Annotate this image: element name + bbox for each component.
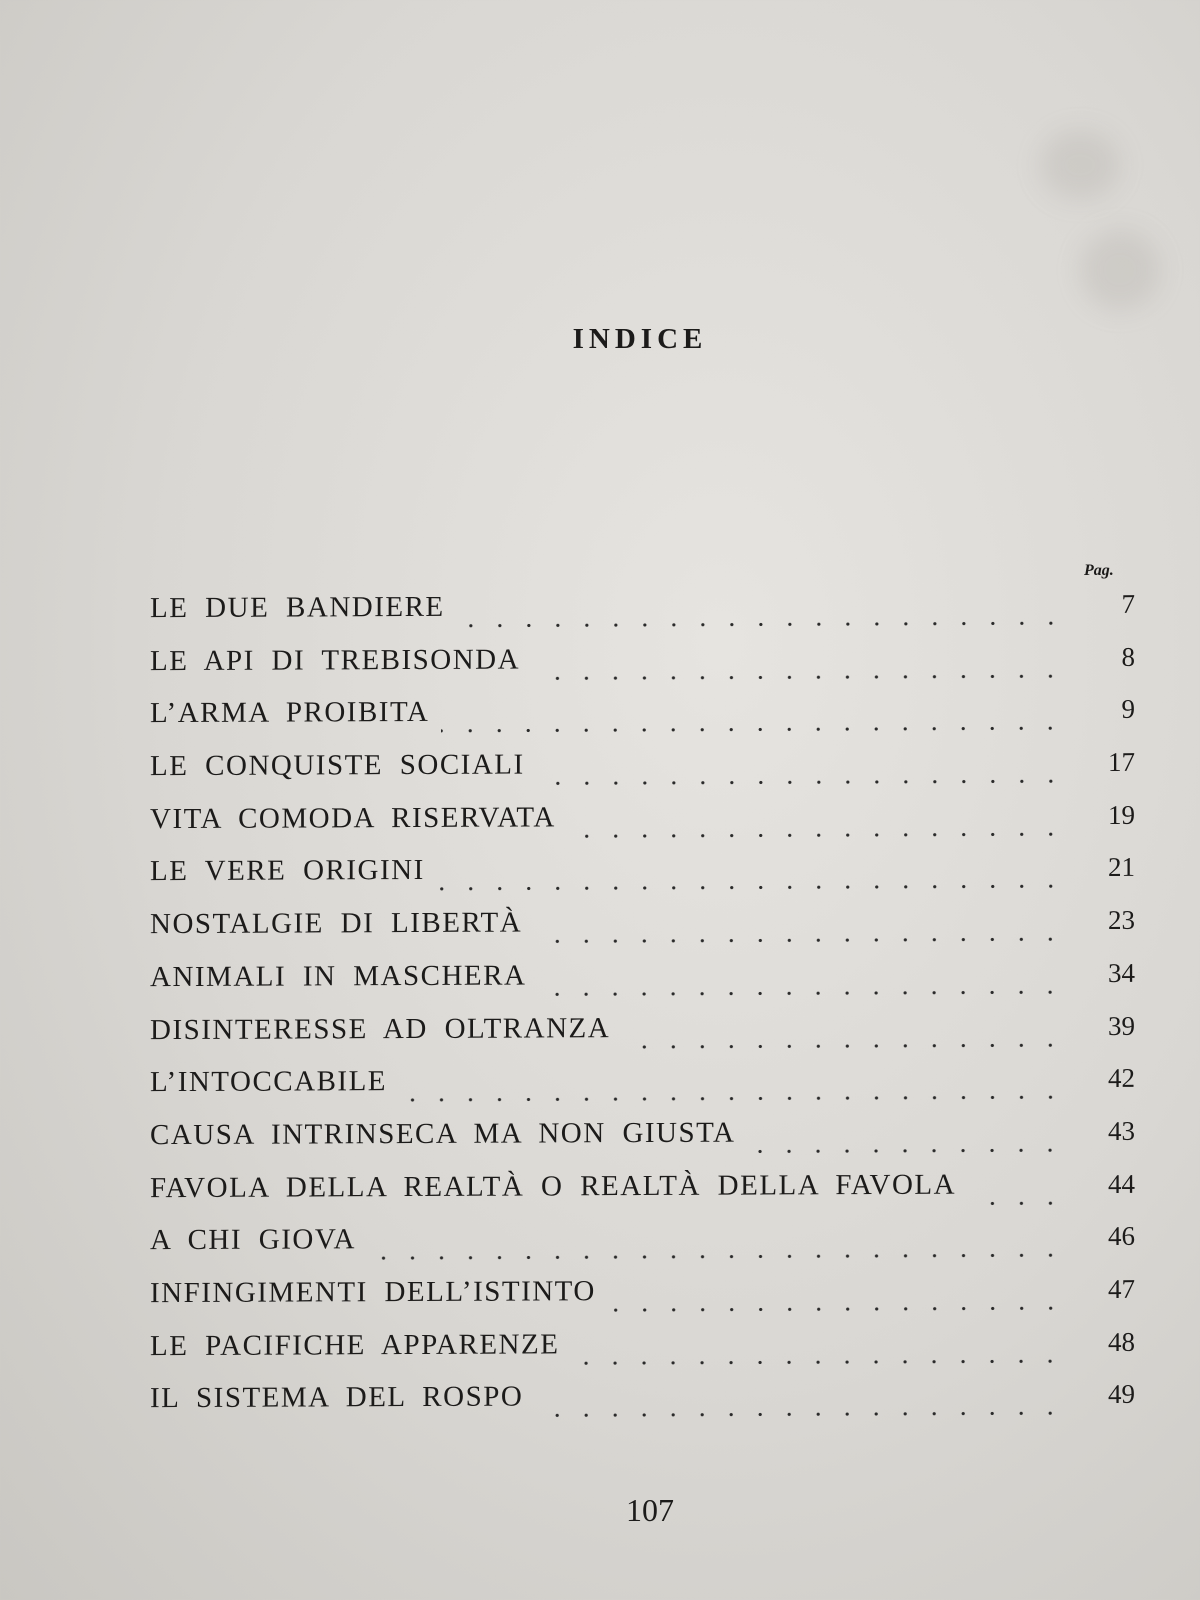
entry-page: 48 — [1108, 1326, 1135, 1357]
dot-leader — [399, 1095, 1065, 1102]
entry-title: IL SISTEMA DEL ROSPO — [150, 1380, 524, 1415]
paper-stain — [1080, 230, 1160, 310]
dot-leader — [571, 1358, 1065, 1364]
page-column-label: Pag. — [1084, 562, 1114, 579]
page-number: 107 — [626, 1492, 674, 1528]
entry-title: INFINGIMENTI DELL’ISTINTO — [150, 1275, 596, 1310]
dot-leader — [747, 1148, 1065, 1153]
toc-entry — [150, 1167, 1135, 1224]
dot-leader — [437, 884, 1065, 891]
dot-leader — [532, 674, 1065, 680]
entry-title: NOSTALGIE DI LIBERTÀ — [150, 906, 523, 941]
toc-entry — [150, 746, 1135, 803]
toc-entry — [150, 641, 1135, 698]
toc-entry — [150, 799, 1135, 856]
entry-page: 47 — [1108, 1273, 1135, 1304]
entry-page: 23 — [1108, 904, 1135, 936]
entry-page: 8 — [1121, 641, 1135, 672]
dot-leader — [457, 621, 1065, 628]
paper-stain — [1040, 130, 1120, 200]
entry-title: L’INTOCCABILE — [150, 1065, 387, 1099]
entry-page: 7 — [1121, 588, 1135, 619]
toc-entry — [150, 1115, 1135, 1172]
entry-title: CAUSA INTRINSECA MA NON GIUSTA — [150, 1116, 736, 1152]
toc-entry — [150, 904, 1135, 961]
toc-entry — [150, 1325, 1135, 1382]
entry-page: 43 — [1108, 1115, 1135, 1146]
dot-leader — [968, 1200, 1065, 1204]
dot-leader — [534, 937, 1065, 943]
dot-leader — [535, 1411, 1065, 1417]
dot-leader — [537, 779, 1065, 785]
entry-page: 34 — [1108, 957, 1135, 988]
entry-page: 39 — [1108, 1010, 1135, 1041]
toc-entry — [150, 588, 1135, 645]
dot-leader — [622, 1042, 1065, 1048]
toc-entry — [150, 1062, 1135, 1119]
entry-title: VITA COMODA RISERVATA — [150, 801, 556, 835]
entry-title: LE PACIFICHE APPARENZE — [150, 1327, 560, 1362]
dot-leader — [608, 1306, 1065, 1312]
page-title: INDICE — [572, 323, 708, 355]
entry-title: LE VERE ORIGINI — [150, 854, 425, 888]
toc-entry — [150, 693, 1135, 750]
entry-title: FAVOLA DELLA REALTÀ O REALTÀ DELLA FAVOLA — [150, 1168, 957, 1204]
entry-title: DISINTERESSE AD OLTRANZA — [150, 1011, 611, 1046]
toc-entry — [150, 1009, 1135, 1066]
entry-page: 49 — [1108, 1379, 1135, 1410]
entry-page: 46 — [1108, 1221, 1135, 1252]
toc-entry — [150, 1378, 1135, 1435]
entry-title: LE CONQUISTE SOCIALI — [150, 748, 525, 783]
toc-entry — [150, 851, 1135, 908]
dot-leader — [368, 1253, 1065, 1260]
dot-leader — [538, 990, 1065, 996]
entry-page: 19 — [1108, 799, 1135, 830]
entry-page: 44 — [1108, 1168, 1135, 1199]
entry-title: A CHI GIOVA — [150, 1223, 356, 1257]
entry-title: LE API DI TREBISONDA — [150, 643, 521, 677]
toc-entry — [150, 1220, 1135, 1277]
entry-title: LE DUE BANDIERE — [150, 590, 445, 625]
entry-title: L’ARMA PROIBITA — [150, 696, 430, 730]
table-of-contents — [150, 590, 1135, 1433]
dot-leader — [568, 832, 1065, 838]
toc-entry — [150, 957, 1135, 1014]
entry-page: 42 — [1108, 1063, 1135, 1094]
entry-page: 21 — [1108, 852, 1135, 883]
toc-entry — [150, 1273, 1135, 1330]
dot-leader — [441, 726, 1065, 733]
entry-title: ANIMALI IN MASCHERA — [150, 959, 527, 993]
entry-page: 17 — [1108, 746, 1135, 778]
entry-page: 9 — [1121, 694, 1135, 725]
